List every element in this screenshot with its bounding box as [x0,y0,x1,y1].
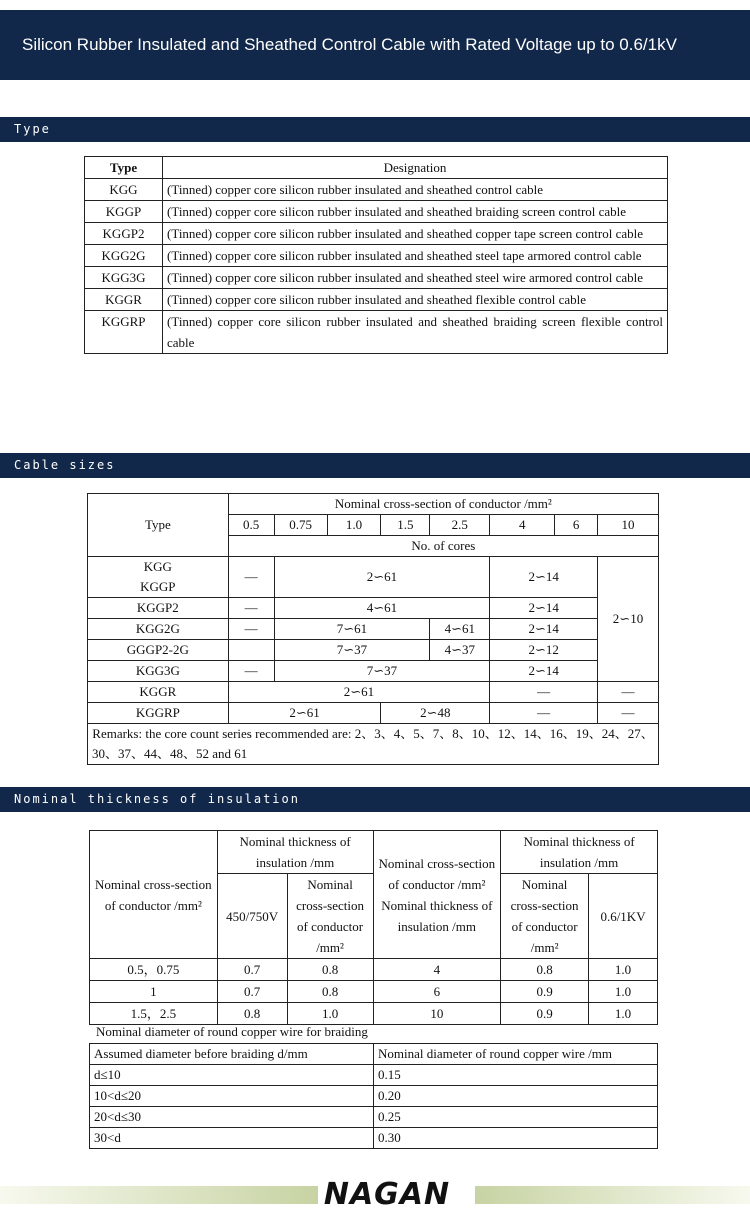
cores-cell: 2∽14 [490,619,598,640]
type-kgg: KGG [143,559,172,574]
cores-cell: 7∽37 [274,640,430,661]
table-row [90,1003,658,1025]
cores-cell: 4∽61 [430,619,490,640]
table-row [85,157,668,179]
footer-bar-left [0,1186,318,1204]
type-table [84,156,668,354]
cores-cell: 4∽37 [430,640,490,661]
section-value: 10 [598,515,659,536]
section-value: 0.5 [228,515,274,536]
header-assumed-diameter: Assumed diameter before braiding d/mm [90,1044,374,1065]
table-row [88,703,659,724]
type-cell [88,557,229,598]
sizes-table [87,493,659,765]
section-value: 4 [490,515,555,536]
designation-cell: (Tinned) copper core silicon rubber insulated and sheathed steel tape armored control cable [163,245,668,267]
type-cell: KGGRP [85,311,163,354]
header-nominal-cross-2: Nominal cross-section of conductor /mm² [501,874,589,959]
type-cell: KGG2G [88,619,229,640]
table-row [90,1065,658,1086]
section-sizes-bar: Cable sizes [0,453,750,478]
table-row [88,557,659,598]
cores-cell: 2∽14 [490,661,598,682]
type-cell: KGGRP [88,703,229,724]
table-row [85,179,668,201]
diameter-cell: 10<d≤20 [90,1086,374,1107]
data-cell: 0.8 [287,981,373,1003]
type-cell: KGGP2 [88,598,229,619]
data-cell: 1.5，2.5 [90,1003,218,1025]
data-cell: 1.0 [589,981,658,1003]
cores-cell: 2∽61 [228,703,381,724]
cores-cell: 7∽37 [274,661,490,682]
table-row [88,682,659,703]
table-row [85,201,668,223]
table-row [88,619,659,640]
braid-table [89,1043,658,1149]
table-row [85,223,668,245]
data-cell: 0.9 [501,1003,589,1025]
header-thickness: Nominal thickness of insulation /mm [501,831,658,874]
cores-cell: — [228,661,274,682]
data-cell: 1.0 [589,959,658,981]
wire-cell: 0.15 [374,1065,658,1086]
wire-cell: 0.20 [374,1086,658,1107]
section-value: 2.5 [430,515,490,536]
data-cell: 0.7 [217,981,287,1003]
type-cell: GGGP2-2G [88,640,229,661]
cores-cell: 2∽61 [274,557,490,598]
data-cell: 6 [373,981,501,1003]
table-row [90,831,658,874]
designation-cell: (Tinned) copper core silicon rubber insulated and sheathed flexible control cable [163,289,668,311]
cores-cell: — [228,557,274,598]
cores-cell: 2∽12 [490,640,598,661]
cores-cell: 2∽48 [381,703,490,724]
type-cell: KGG3G [85,267,163,289]
footer [0,1177,750,1212]
cores-cell: — [490,703,598,724]
data-cell: 1.0 [287,1003,373,1025]
diameter-cell: 30<d [90,1128,374,1149]
table-row [90,1107,658,1128]
section-value: 1.5 [381,515,430,536]
header-designation: Designation [163,157,668,179]
section-value: 6 [555,515,598,536]
header-type: Type [85,157,163,179]
header-0-6-1kv: 0.6/1KV [589,874,658,959]
cores-cell: — [598,682,659,703]
wire-cell: 0.25 [374,1107,658,1128]
data-cell: 0.8 [501,959,589,981]
type-cell: KGGP2 [85,223,163,245]
type-cell: KGG [85,179,163,201]
designation-cell: (Tinned) copper core silicon rubber insulated and sheathed braiding screen control cable [163,201,668,223]
insulation-table [89,830,658,1025]
wire-cell: 0.30 [374,1128,658,1149]
table-row [88,598,659,619]
section-value: 1.0 [327,515,381,536]
page-title: Silicon Rubber Insulated and Sheathed Control Cable with Rated Voltage up to 0.6/1kV [0,10,750,80]
table-row [90,1128,658,1149]
table-row [88,640,659,661]
cores-cell: — [228,598,274,619]
section-value: 0.75 [274,515,327,536]
table-row [90,959,658,981]
header-thickness: Nominal thickness of insulation /mm [217,831,373,874]
data-cell: 1.0 [589,1003,658,1025]
header-cross-section: Nominal cross-section of conductor /mm² [228,494,658,515]
type-cell: KGGR [88,682,229,703]
diameter-cell: d≤10 [90,1065,374,1086]
header-wire-diameter: Nominal diameter of round copper wire /mm [374,1044,658,1065]
type-cell: KGG2G [85,245,163,267]
section-insulation-bar: Nominal thickness of insulation [0,787,750,812]
data-cell: 1 [90,981,218,1003]
type-cell: KGGP [85,201,163,223]
table-row [85,267,668,289]
data-cell: 0.9 [501,981,589,1003]
data-cell: 4 [373,959,501,981]
header-type: Type [88,494,229,557]
designation-cell: (Tinned) copper core silicon rubber insulated and sheathed copper tape screen control cable [163,223,668,245]
table-row [85,289,668,311]
cores-cell: 2∽14 [490,598,598,619]
cores-cell: 4∽61 [274,598,490,619]
data-cell: 0.7 [217,959,287,981]
designation-cell: (Tinned) copper core silicon rubber insulated and sheathed steel wire armored control cable [163,267,668,289]
table-row [88,494,659,515]
table-row [85,245,668,267]
type-cell: KGG3G [88,661,229,682]
header-450-750v: 450/750V [217,874,287,959]
cores-cell: — [598,703,659,724]
cores-cell [228,640,274,661]
table-row [90,1044,658,1065]
cores-cell: — [490,682,598,703]
type-cell: KGGR [85,289,163,311]
table-row [88,661,659,682]
cores-cell: — [228,619,274,640]
type-kggp: KGGP [140,579,176,594]
diameter-cell: 20<d≤30 [90,1107,374,1128]
header-nominal-cross-2: Nominal cross-section of conductor /mm² [287,874,373,959]
footer-bar-right [475,1186,750,1204]
cores-cell: 2∽14 [490,557,598,598]
table-row [90,1086,658,1107]
header-mid: Nominal cross-section of conductor /mm² Nominal thickness of insulation /mm [373,831,501,959]
table-row [88,724,659,765]
header-cores: No. of cores [228,536,658,557]
cores-cell: 7∽61 [274,619,430,640]
braid-caption: Nominal diameter of round copper wire for braiding [96,1024,368,1039]
header-nominal-cross: Nominal cross-section of conductor /mm² [90,831,218,959]
designation-cell: (Tinned) copper core silicon rubber insulated and sheathed control cable [163,179,668,201]
company-logo: NAGAN [323,1177,451,1212]
table-row [90,981,658,1003]
cores-cell: 2∽61 [228,682,490,703]
data-cell: 0.8 [217,1003,287,1025]
remarks: Remarks: the core count series recommended are: 2、3、4、5、7、8、10、12、14、16、19、24、27、30、37、44、48、52 and 61 [88,724,659,765]
table-row [85,311,668,354]
designation-cell: (Tinned) copper core silicon rubber insulated and sheathed braiding screen flexible control cable [163,311,668,354]
cores-cell: 2∽10 [598,557,659,682]
data-cell: 0.5，0.75 [90,959,218,981]
data-cell: 10 [373,1003,501,1025]
data-cell: 0.8 [287,959,373,981]
section-type-bar: Type [0,117,750,142]
